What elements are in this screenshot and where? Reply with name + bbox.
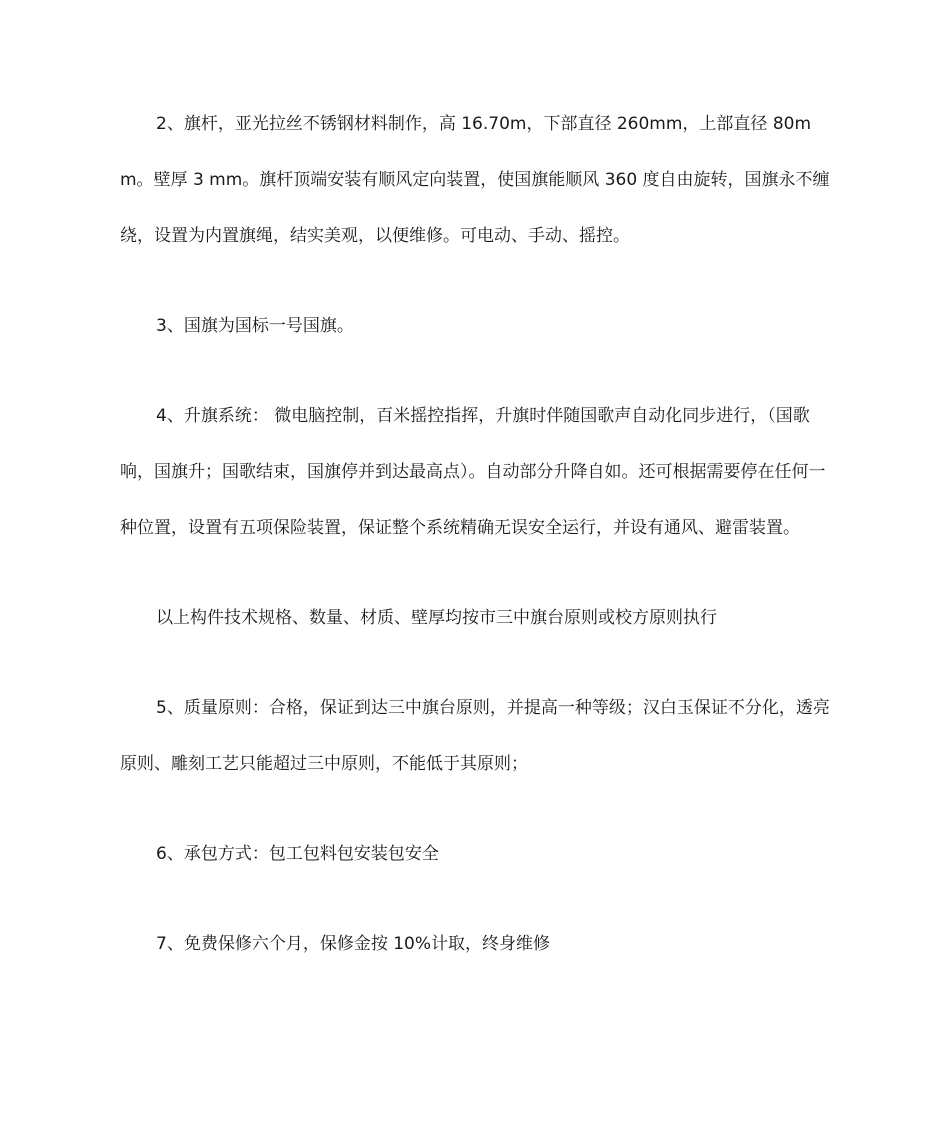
paragraph-spacer <box>120 646 838 680</box>
paragraph-raising-system: 4、升旗系统： 微电脑控制，百米摇控指挥，升旗时伴随国歌声自动化同步进行，（国歌响，国旗升；国歌结束，国旗停并到达最高点）。自动部分升降自如。还可根据需要停在任何一种位置，设置有五项保险装置，保证整个系统精确无误安全运行，并设有通风、避雷装置。 <box>120 406 826 538</box>
paragraph-warranty: 7、免费保修六个月，保修金按 10%计取，终身维修 <box>156 934 551 954</box>
paragraph-flagpole: 2、旗杆，亚光拉丝不锈钢材料制作，高 16.70m，下部直径 260mm，上部直径 80mm。壁厚 3 mm。旗杆顶端安装有顺风定向装置，使国旗能顺风 360 度自由旋转，国旗永不缠绕，设置为内置旗绳，结实美观，以便维修。可电动、手动、摇控。 <box>120 114 830 246</box>
paragraph-spacer <box>120 882 838 916</box>
paragraph-spacer <box>120 264 838 298</box>
paragraph-spacer <box>120 354 838 388</box>
paragraph-national-flag: 3、国旗为国标一号国旗。 <box>156 316 354 336</box>
paragraph-spacer <box>120 556 838 590</box>
paragraph-contract-method: 6、承包方式：包工包料包安装包安全 <box>156 844 439 864</box>
paragraph-component-specs: 以上构件技术规格、数量、材质、壁厚均按市三中旗台原则或校方原则执行 <box>156 608 717 628</box>
paragraph-spacer <box>120 792 838 826</box>
paragraph-quality: 5、质量原则：合格，保证到达三中旗台原则，并提高一种等级；汉白玉保证不分化，透亮原则、雕刻工艺只能超过三中原则，不能低于其原则； <box>120 698 830 774</box>
